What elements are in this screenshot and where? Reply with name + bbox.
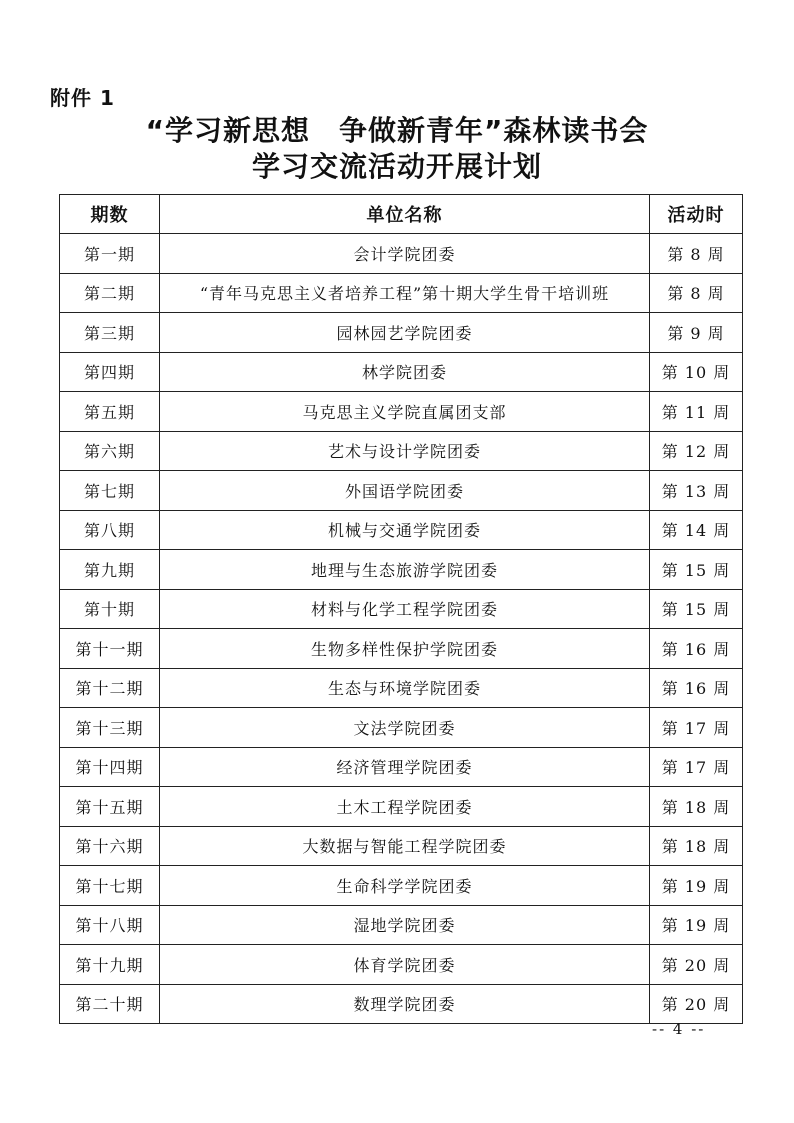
row-unit-name: 林学院团委 [160, 352, 650, 392]
row-issue: 第十九期 [60, 945, 160, 985]
row-unit-name: 地理与生态旅游学院团委 [160, 550, 650, 590]
row-activity-time: 第 12 周 [650, 431, 743, 471]
table-header-row [60, 195, 743, 234]
activity-plan-table [59, 194, 743, 1024]
row-activity-time: 第 19 周 [650, 866, 743, 906]
row-issue: 第十五期 [60, 787, 160, 827]
row-unit-name: 数理学院团委 [160, 984, 650, 1024]
table-row [60, 510, 743, 550]
table-row [60, 668, 743, 708]
table-row [60, 352, 743, 392]
row-issue: 第九期 [60, 550, 160, 590]
row-activity-time: 第 16 周 [650, 629, 743, 669]
row-activity-time: 第 11 周 [650, 392, 743, 432]
table-row [60, 984, 743, 1024]
row-issue: 第二期 [60, 273, 160, 313]
row-issue: 第六期 [60, 431, 160, 471]
row-issue: 第一期 [60, 234, 160, 274]
row-activity-time: 第 20 周 [650, 984, 743, 1024]
row-activity-time: 第 15 周 [650, 550, 743, 590]
row-issue: 第三期 [60, 313, 160, 353]
row-unit-name: “青年马克思主义者培养工程”第十期大学生骨干培训班 [160, 273, 650, 313]
row-unit-name: 园林园艺学院团委 [160, 313, 650, 353]
row-issue: 第四期 [60, 352, 160, 392]
table-row [60, 550, 743, 590]
table-row [60, 826, 743, 866]
row-issue: 第十期 [60, 589, 160, 629]
table-row [60, 273, 743, 313]
row-activity-time: 第 19 周 [650, 905, 743, 945]
row-activity-time: 第 17 周 [650, 747, 743, 787]
row-issue: 第二十期 [60, 984, 160, 1024]
row-issue: 第十四期 [60, 747, 160, 787]
table-row [60, 392, 743, 432]
document-title-line1: “学习新思想 争做新青年”森林读书会 [145, 114, 649, 147]
row-unit-name: 会计学院团委 [160, 234, 650, 274]
row-issue: 第十三期 [60, 708, 160, 748]
row-unit-name: 体育学院团委 [160, 945, 650, 985]
table-row [60, 234, 743, 274]
row-activity-time: 第 18 周 [650, 787, 743, 827]
row-activity-time: 第 14 周 [650, 510, 743, 550]
row-activity-time: 第 8 周 [650, 273, 743, 313]
row-issue: 第十一期 [60, 629, 160, 669]
table-row [60, 866, 743, 906]
header-activity-time: 活动时 [650, 195, 743, 234]
header-unit-name: 单位名称 [160, 195, 650, 234]
row-unit-name: 外国语学院团委 [160, 471, 650, 511]
table-row [60, 787, 743, 827]
row-unit-name: 大数据与智能工程学院团委 [160, 826, 650, 866]
table-row [60, 747, 743, 787]
table-row [60, 905, 743, 945]
row-unit-name: 材料与化学工程学院团委 [160, 589, 650, 629]
row-activity-time: 第 20 周 [650, 945, 743, 985]
row-issue: 第十七期 [60, 866, 160, 906]
row-issue: 第七期 [60, 471, 160, 511]
attachment-label: 附件 1 [50, 86, 115, 110]
table-row [60, 629, 743, 669]
row-issue: 第十六期 [60, 826, 160, 866]
row-unit-name: 马克思主义学院直属团支部 [160, 392, 650, 432]
table-row [60, 945, 743, 985]
row-unit-name: 文法学院团委 [160, 708, 650, 748]
row-activity-time: 第 18 周 [650, 826, 743, 866]
page-number: -- 4 -- [652, 1020, 706, 1038]
table-body [60, 234, 743, 1024]
row-issue: 第十八期 [60, 905, 160, 945]
row-issue: 第十二期 [60, 668, 160, 708]
row-unit-name: 生命科学学院团委 [160, 866, 650, 906]
row-unit-name: 生物多样性保护学院团委 [160, 629, 650, 669]
row-unit-name: 经济管理学院团委 [160, 747, 650, 787]
table-row [60, 313, 743, 353]
row-activity-time: 第 17 周 [650, 708, 743, 748]
row-activity-time: 第 8 周 [650, 234, 743, 274]
row-activity-time: 第 15 周 [650, 589, 743, 629]
row-activity-time: 第 10 周 [650, 352, 743, 392]
row-unit-name: 生态与环境学院团委 [160, 668, 650, 708]
row-issue: 第五期 [60, 392, 160, 432]
table-row [60, 431, 743, 471]
row-issue: 第八期 [60, 510, 160, 550]
row-activity-time: 第 9 周 [650, 313, 743, 353]
table-row [60, 708, 743, 748]
row-unit-name: 土木工程学院团委 [160, 787, 650, 827]
row-unit-name: 艺术与设计学院团委 [160, 431, 650, 471]
row-activity-time: 第 13 周 [650, 471, 743, 511]
document-title-line2: 学习交流活动开展计划 [251, 150, 542, 183]
table-row [60, 471, 743, 511]
header-issue: 期数 [60, 195, 160, 234]
row-unit-name: 机械与交通学院团委 [160, 510, 650, 550]
row-unit-name: 湿地学院团委 [160, 905, 650, 945]
table-row [60, 589, 743, 629]
row-activity-time: 第 16 周 [650, 668, 743, 708]
